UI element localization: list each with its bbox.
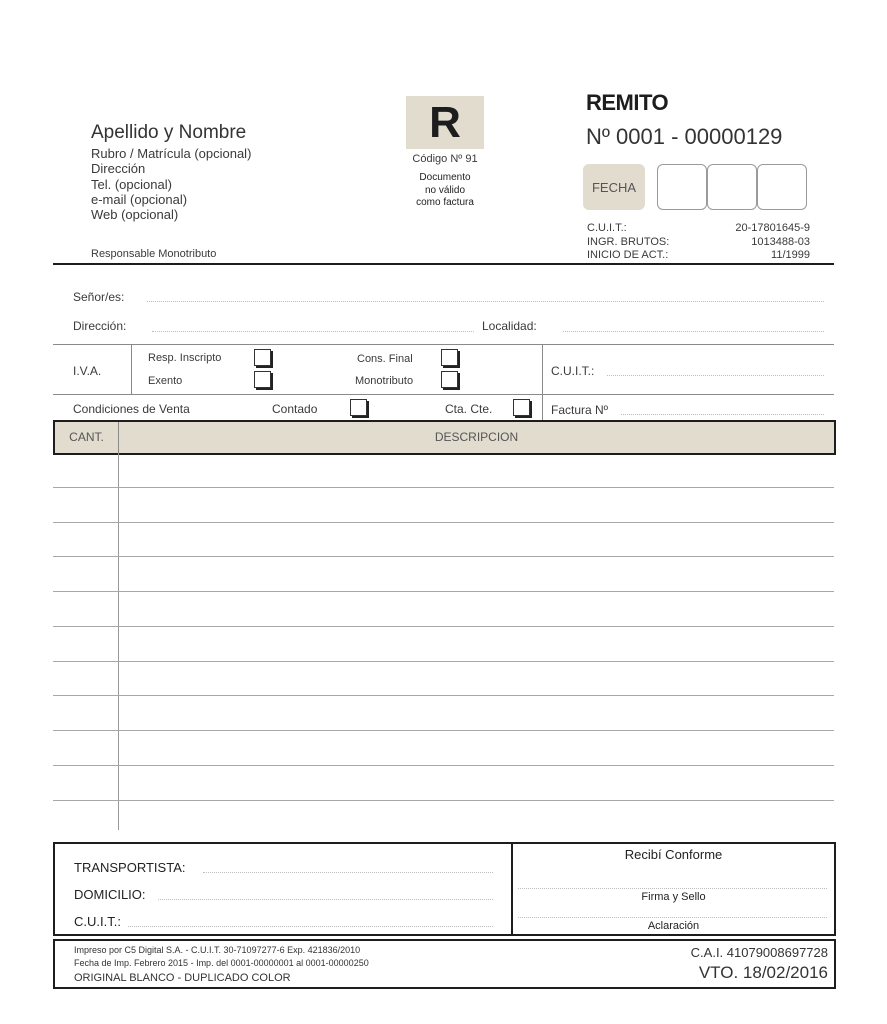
firma-sello-label: Firma y Sello <box>641 891 706 903</box>
transportista-field[interactable] <box>203 872 493 873</box>
issuer-line-rubro: Rubro / Matrícula (opcional) <box>91 146 252 161</box>
ingr-brutos-value: 1013488-03 <box>751 236 810 248</box>
header-divider <box>53 263 834 265</box>
table-row <box>53 626 834 627</box>
doc-note-2: no válido <box>424 185 466 196</box>
cust-cuit-label: C.U.I.T.: <box>551 364 595 378</box>
recibi-conforme-label: Recibí Conforme <box>624 847 723 862</box>
fecha-label-box <box>583 164 645 210</box>
transport-cuit-field[interactable] <box>128 926 493 927</box>
domicilio-label: DOMICILIO: <box>74 887 146 902</box>
resp-inscripto-label: Resp. Inscripto <box>148 352 222 364</box>
doc-letter: R <box>429 97 461 147</box>
table-row <box>53 591 834 592</box>
aclaracion-field[interactable] <box>518 917 827 918</box>
doc-title: REMITO <box>586 90 669 115</box>
cons-final-label: Cons. Final <box>357 353 413 365</box>
cons-final-checkbox[interactable] <box>441 349 458 366</box>
cuit-label: C.U.I.T.: <box>587 222 627 234</box>
vto-date: VTO. 18/02/2016 <box>698 963 828 982</box>
domicilio-field[interactable] <box>158 899 493 900</box>
issuer-name: Apellido y Nombre <box>91 122 247 143</box>
factura-field[interactable] <box>621 414 824 415</box>
cta-cte-checkbox[interactable] <box>513 399 530 416</box>
footer-box <box>53 939 836 989</box>
table-row <box>53 661 834 662</box>
doc-letter-box <box>406 96 484 149</box>
localidad-field[interactable] <box>563 331 824 332</box>
issuer-tax-status: Responsable Monotributo <box>91 248 217 260</box>
direccion-label: Dirección: <box>73 319 127 333</box>
table-row <box>53 765 834 766</box>
direccion-field[interactable] <box>152 331 474 332</box>
doc-code: Código Nº 91 <box>412 153 478 165</box>
cust-cuit-field[interactable] <box>607 375 824 376</box>
doc-note-3: como factura <box>416 197 474 208</box>
resp-inscripto-checkbox[interactable] <box>254 349 271 366</box>
table-row <box>53 487 834 488</box>
exento-label: Exento <box>148 375 183 387</box>
factura-label: Factura Nº <box>551 403 609 417</box>
localidad-label: Localidad: <box>482 319 537 333</box>
cuit-value: 20-17801645-9 <box>735 222 810 234</box>
fecha-day-field[interactable] <box>657 164 707 210</box>
fecha-year-field[interactable] <box>757 164 807 210</box>
printer-line-1: Impreso por C5 Digital S.A. - C.U.I.T. 30-71097277-6 Exp. 421836/2010 <box>74 945 361 955</box>
table-row <box>53 730 834 731</box>
table-row <box>53 556 834 557</box>
issuer-line-tel: Tel. (opcional) <box>91 177 172 192</box>
monotributo-checkbox[interactable] <box>441 371 458 388</box>
ingr-brutos-label: INGR. BRUTOS: <box>587 236 670 248</box>
transport-cuit-label: C.U.I.T.: <box>74 914 121 929</box>
table-header-cant: CANT. <box>69 430 104 444</box>
cai-number: C.A.I. 41079008697728 <box>690 945 828 960</box>
table-row <box>53 695 834 696</box>
condiciones-label: Condiciones de Venta <box>73 402 190 416</box>
table-row <box>53 522 834 523</box>
printer-line-2: Fecha de Imp. Febrero 2015 - Imp. del 0001-00000001 al 0001-00000250 <box>74 958 369 968</box>
exento-checkbox[interactable] <box>254 371 271 388</box>
contado-checkbox[interactable] <box>350 399 367 416</box>
table-header <box>53 420 836 455</box>
doc-note-1: Documento <box>419 172 471 183</box>
inicio-act-value: 11/1999 <box>771 249 810 261</box>
firma-sello-field[interactable] <box>518 888 827 889</box>
table-header-desc: DESCRIPCION <box>434 430 519 444</box>
fecha-month-field[interactable] <box>707 164 757 210</box>
fecha-label: FECHA <box>591 179 637 195</box>
inicio-act-label: INICIO DE ACT.: <box>587 249 669 261</box>
table-cant-column-line <box>118 453 119 830</box>
issuer-line-web: Web (opcional) <box>91 207 179 222</box>
contado-label: Contado <box>272 402 318 416</box>
iva-divider-left <box>131 344 132 394</box>
issuer-line-email: e-mail (opcional) <box>91 192 188 207</box>
issuer-line-direccion: Dirección <box>91 161 146 176</box>
senor-field[interactable] <box>147 301 824 302</box>
copy-note: ORIGINAL BLANCO - DUPLICADO COLOR <box>74 972 291 984</box>
condiciones-top-line <box>53 394 834 395</box>
senor-label: Señor/es: <box>73 290 125 304</box>
iva-divider-right <box>542 344 543 420</box>
aclaracion-label: Aclaración <box>647 920 700 932</box>
iva-label: I.V.A. <box>73 364 102 378</box>
iva-top-line <box>53 344 834 345</box>
transport-box <box>53 842 836 936</box>
monotributo-label: Monotributo <box>355 375 414 387</box>
table-row <box>53 800 834 801</box>
doc-number: Nº 0001 - 00000129 <box>586 124 783 149</box>
cta-cte-label: Cta. Cte. <box>445 402 493 416</box>
transportista-label: TRANSPORTISTA: <box>74 860 186 875</box>
